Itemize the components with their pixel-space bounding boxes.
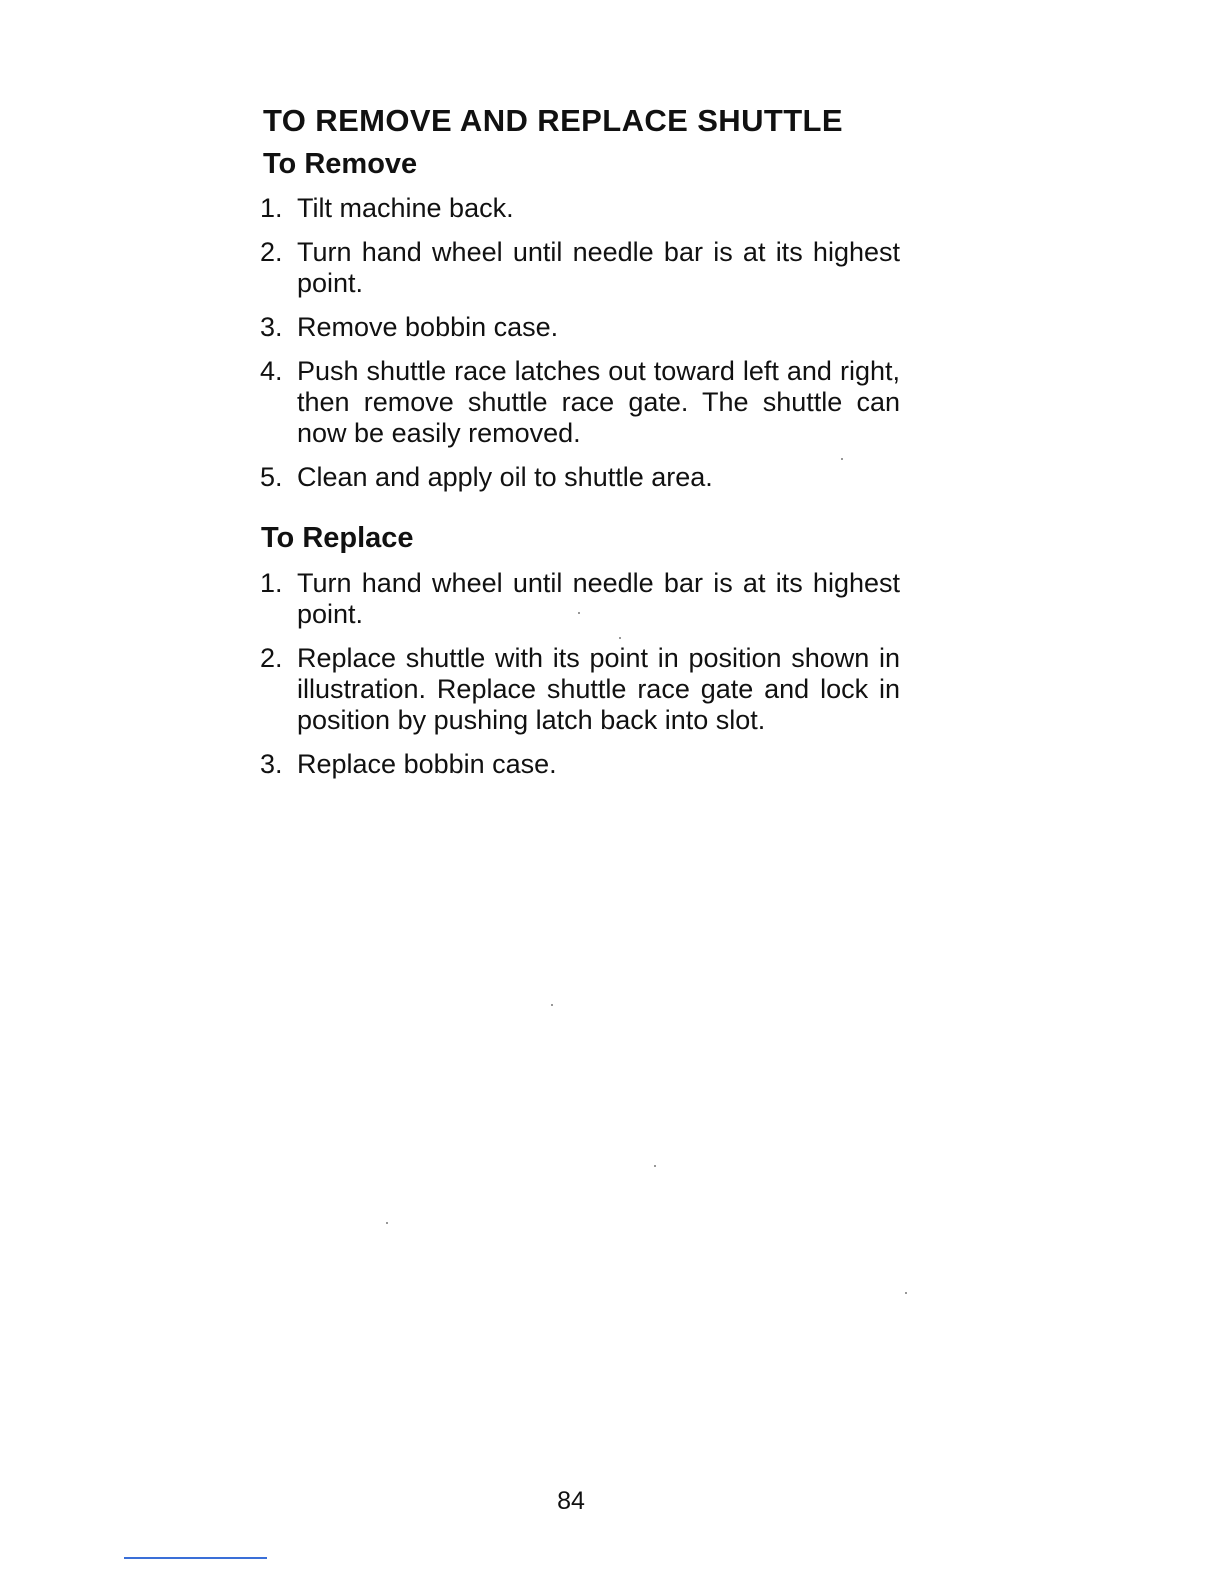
step-number: 4. bbox=[260, 356, 283, 386]
step-text: Push shuttle race latches out toward left and right, then remove shuttle race gate. The shuttle can now be easily removed. bbox=[297, 356, 900, 448]
remove-step bbox=[260, 193, 900, 224]
scan-speck bbox=[654, 1165, 656, 1167]
scan-speck bbox=[578, 612, 580, 614]
replace-step bbox=[260, 568, 900, 630]
step-number: 5. bbox=[260, 462, 283, 492]
scan-speck bbox=[841, 458, 843, 460]
step-number: 2. bbox=[260, 643, 283, 673]
scan-speck bbox=[905, 1292, 907, 1294]
remove-steps-list bbox=[260, 193, 900, 506]
replace-steps-list bbox=[260, 568, 900, 793]
scan-speck bbox=[386, 1222, 388, 1224]
step-text: Turn hand wheel until needle bar is at its highest point. bbox=[297, 568, 900, 629]
step-number: 3. bbox=[260, 312, 283, 342]
scan-speck bbox=[551, 1004, 553, 1006]
scan-edge-line bbox=[124, 1557, 267, 1559]
remove-step bbox=[260, 356, 900, 449]
step-text: Remove bobbin case. bbox=[297, 312, 559, 342]
step-number: 2. bbox=[260, 237, 283, 267]
step-number: 1. bbox=[260, 193, 283, 223]
scan-speck bbox=[619, 637, 621, 639]
replace-heading: To Replace bbox=[261, 522, 414, 554]
step-text: Tilt machine back. bbox=[297, 193, 514, 223]
remove-heading: To Remove bbox=[263, 148, 418, 180]
page-title: TO REMOVE AND REPLACE SHUTTLE bbox=[263, 103, 843, 138]
remove-step bbox=[260, 462, 900, 493]
step-text: Replace bobbin case. bbox=[297, 749, 557, 779]
remove-step bbox=[260, 237, 900, 299]
step-text: Replace shuttle with its point in position shown in illustration. Replace shuttle race gate and lock in position by pushing latch back into slot. bbox=[297, 643, 900, 735]
page-number: 84 bbox=[557, 1487, 585, 1515]
step-number: 3. bbox=[260, 749, 283, 779]
replace-step bbox=[260, 749, 900, 780]
step-number: 1. bbox=[260, 568, 283, 598]
remove-step bbox=[260, 312, 900, 343]
replace-step bbox=[260, 643, 900, 736]
step-text: Turn hand wheel until needle bar is at its highest point. bbox=[297, 237, 900, 298]
step-text: Clean and apply oil to shuttle area. bbox=[297, 462, 713, 492]
